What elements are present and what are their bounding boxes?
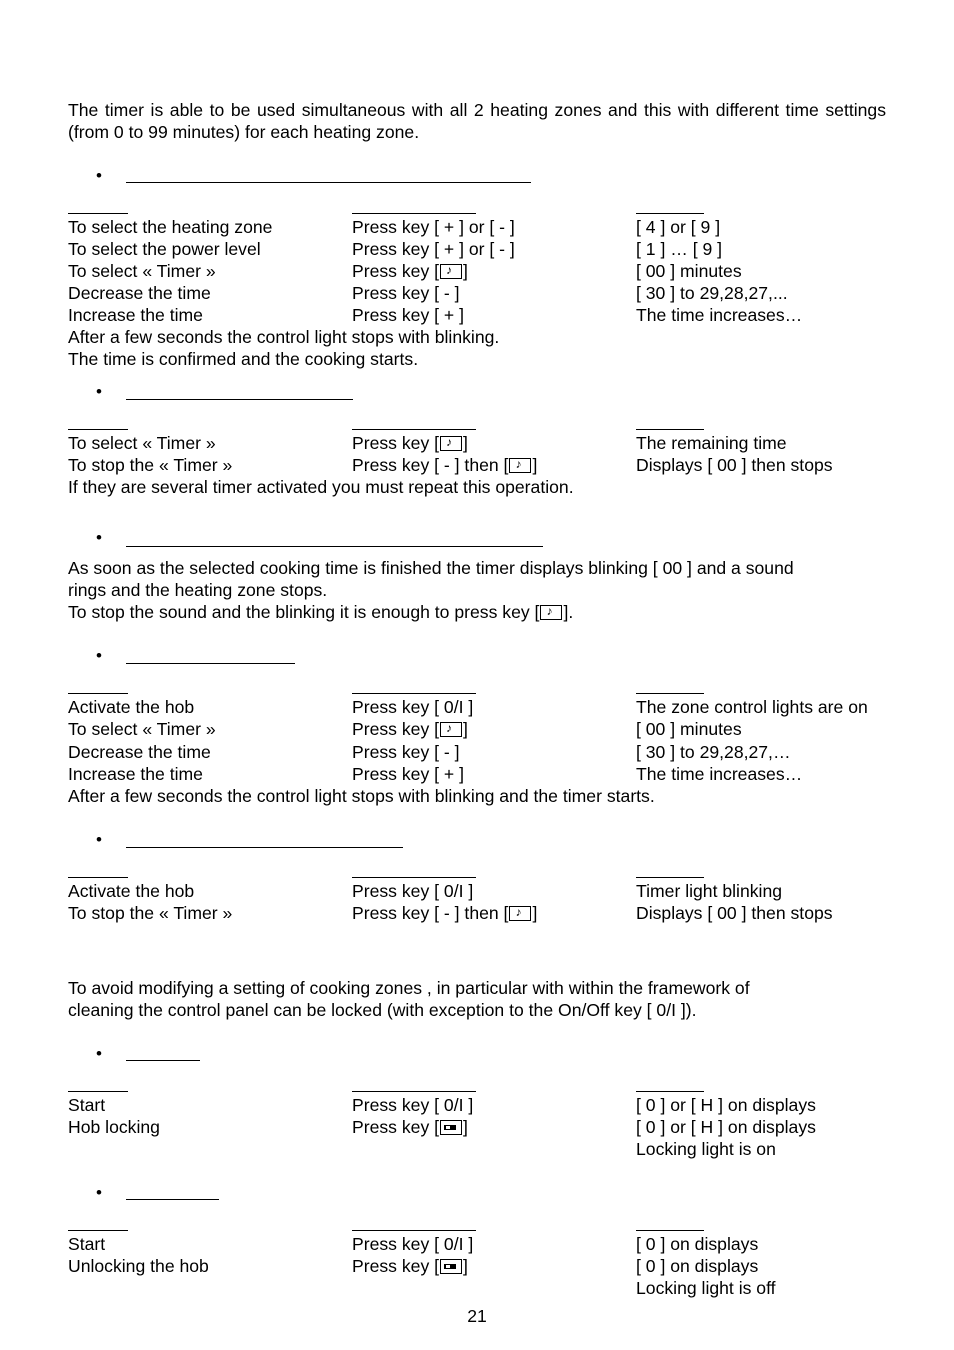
paragraph-line: To avoid modifying a setting of cooking zones , in particular with within the framework of (68, 978, 750, 998)
column-rule (636, 1091, 704, 1092)
step-action: Press key [ 0/I ] (352, 1095, 474, 1115)
step-action: Press key [ + ] or [ - ] (352, 217, 515, 237)
step-action: Press key [ - ] then [♪ ] (352, 902, 537, 924)
bullet (96, 171, 106, 181)
lock-key-icon (440, 1120, 462, 1135)
note: If they are several timer activated you must repeat this operation. (68, 477, 574, 497)
step-result: [ 1 ] … [ 9 ] (636, 239, 723, 259)
step-action: Press key [ + ] or [ - ] (352, 239, 515, 259)
paragraph-line: cleaning the control panel can be locked (with exception to the On/Off key [ 0/I ]). (68, 1000, 697, 1020)
step-result: Locking light is off (636, 1278, 776, 1298)
heading-underline (126, 663, 295, 664)
heading-underline (126, 546, 543, 547)
step-action: Press key [ 0/I ] (352, 881, 474, 901)
column-rule (352, 1230, 476, 1231)
column-rule (636, 877, 704, 878)
column-rule (352, 429, 476, 430)
step-label: To select « Timer » (68, 261, 216, 281)
step-action: Press key [♪ ] (352, 432, 468, 454)
step-result: [ 0 ] on displays (636, 1234, 759, 1254)
lock-key-icon (440, 1259, 462, 1274)
step-label: Increase the time (68, 764, 203, 784)
step-action: Press key [ ] (352, 1256, 468, 1276)
step-result: [ 0 ] or [ H ] on displays (636, 1095, 816, 1115)
timer-key-icon (509, 906, 531, 921)
step-action: Press key [ - ] (352, 283, 460, 303)
heading-underline (126, 1199, 219, 1200)
paragraph-line: As soon as the selected cooking time is finished the timer displays blinking [ 00 ] and a sound (68, 558, 794, 578)
timer-key-icon (509, 458, 531, 473)
paragraph-line: To stop the sound and the blinking it is enough to press key [♪ ]. (68, 601, 573, 623)
timer-key-icon (440, 722, 462, 737)
step-action: Press key [ ] (352, 1117, 468, 1137)
step-label: Activate the hob (68, 881, 195, 901)
timer-key-icon (440, 264, 462, 279)
step-label: To select « Timer » (68, 719, 216, 739)
step-result: [ 00 ] minutes (636, 261, 742, 281)
step-result: [ 4 ] or [ 9 ] (636, 217, 721, 237)
step-action: Press key [ - ] then [♪ ] (352, 454, 537, 476)
step-result: [ 30 ] to 29,28,27,... (636, 283, 788, 303)
step-action: Press key [♪ ] (352, 260, 468, 282)
step-result: [ 0 ] or [ H ] on displays (636, 1117, 816, 1137)
step-action: Press key [ - ] (352, 742, 460, 762)
bullet (96, 651, 106, 661)
step-label: To stop the « Timer » (68, 903, 233, 923)
step-result: Timer light blinking (636, 881, 783, 901)
step-label: Start (68, 1234, 106, 1254)
note: The time is confirmed and the cooking starts. (68, 349, 419, 369)
paragraph-line: rings and the heating zone stops. (68, 580, 328, 600)
bullet (96, 533, 106, 543)
step-result: [ 00 ] minutes (636, 719, 742, 739)
column-rule (636, 429, 704, 430)
step-label: To select « Timer » (68, 433, 216, 453)
heading-underline (126, 182, 531, 183)
step-action: Press key [ + ] (352, 764, 464, 784)
step-label: Decrease the time (68, 742, 211, 762)
step-label: Decrease the time (68, 283, 211, 303)
timer-key-icon (440, 436, 462, 451)
page-number: 21 (467, 1306, 487, 1326)
column-rule (352, 1091, 476, 1092)
bullet (96, 1188, 106, 1198)
step-result: Displays [ 00 ] then stops (636, 903, 833, 923)
step-result: The remaining time (636, 433, 787, 453)
step-label: Increase the time (68, 305, 203, 325)
timer-intro: The timer is able to be used simultaneous with all 2 heating zones and this with different time settings (from 0 to 99 minutes) for each heating zone. (68, 100, 886, 142)
step-result: The zone control lights are on (636, 697, 868, 717)
column-rule (352, 877, 476, 878)
bullet (96, 835, 106, 845)
column-rule (68, 877, 128, 878)
column-rule (352, 213, 476, 214)
step-action: Press key [ 0/I ] (352, 697, 474, 717)
timer-key-icon (540, 605, 562, 620)
step-result: [ 30 ] to 29,28,27,… (636, 742, 791, 762)
step-label: Unlocking the hob (68, 1256, 209, 1276)
column-rule (68, 1230, 128, 1231)
column-rule (636, 1230, 704, 1231)
step-label: To stop the « Timer » (68, 455, 233, 475)
column-rule (636, 213, 704, 214)
step-label: To select the power level (68, 239, 261, 259)
step-label: Activate the hob (68, 697, 195, 717)
step-label: Hob locking (68, 1117, 160, 1137)
step-label: To select the heating zone (68, 217, 273, 237)
note: After a few seconds the control light stops with blinking. (68, 327, 500, 347)
step-result: Displays [ 00 ] then stops (636, 455, 833, 475)
step-label: Start (68, 1095, 106, 1115)
column-rule (68, 429, 128, 430)
note: After a few seconds the control light stops with blinking and the timer starts. (68, 786, 655, 806)
step-action: Press key [ + ] (352, 305, 464, 325)
step-result: [ 0 ] on displays (636, 1256, 759, 1276)
step-result: The time increases… (636, 305, 803, 325)
step-action: Press key [ 0/I ] (352, 1234, 474, 1254)
step-result: Locking light is on (636, 1139, 776, 1159)
step-result: The time increases… (636, 764, 803, 784)
column-rule (68, 213, 128, 214)
bullet (96, 387, 106, 397)
heading-underline (126, 1060, 200, 1061)
heading-underline (126, 847, 403, 848)
column-rule (68, 693, 128, 694)
bullet (96, 1049, 106, 1059)
step-action: Press key [♪ ] (352, 718, 468, 740)
column-rule (352, 693, 476, 694)
column-rule (636, 693, 704, 694)
heading-underline (126, 399, 353, 400)
column-rule (68, 1091, 128, 1092)
